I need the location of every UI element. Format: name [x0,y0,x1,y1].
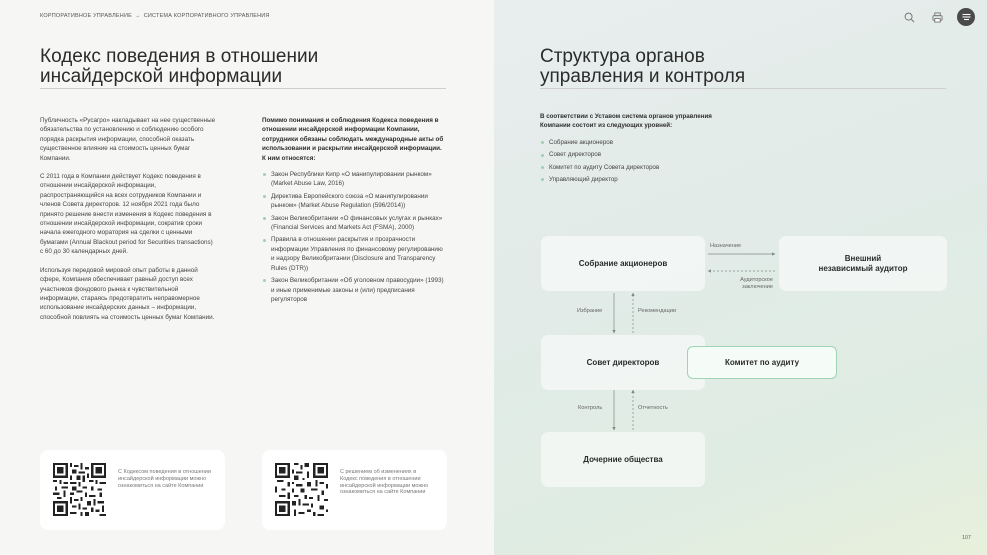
governance-intro-text: В соответствии с Уставом система органов управления Компании состоит из следующих уровней: [540,113,712,130]
node-label: Внешний независимый аудитор [818,253,908,273]
list-item: Управляющий директор [540,175,740,184]
label-control: Контроль [578,405,603,411]
node-label: Дочерние общества [583,454,663,464]
node-board [541,335,705,390]
label-election: Избрание [577,308,603,314]
breadcrumb-arrow-icon: → [134,13,141,19]
breadcrumb-level2[interactable]: СИСТЕМА КОРПОРАТИВНОГО УПРАВЛЕНИЯ [143,13,270,19]
qr-card-changes[interactable] [262,450,447,530]
left-column-1 [40,116,216,331]
node-audit-committee [687,346,837,379]
node-label: Комитет по аудиту [724,357,800,367]
node-subsidiaries [541,432,705,487]
label-appointment: Назначение [710,243,742,249]
list-item: Совет директоров [540,150,740,159]
acts-list [262,170,446,304]
list-item: Закон Великобритании «Об уголовном правосудии» (1993) и иные применимые законы и (или) предписания регуляторов [262,276,446,304]
left-title-line1: Кодекс поведения в отношении [40,46,319,67]
right-page [494,0,987,555]
list-item: Правила в отношении раскрытия и прозрачности информации Управления по финансовому регулированию и надзору Великобритании (Disclosure and Transparency Rules (DTR)) [262,235,446,273]
node-shareholders [541,236,705,291]
right-title-line2: управления и контроля [540,66,746,87]
paragraph: Используя передовой мировой опыт работы в данной сфере, Компания обеспечивает равный доступ всех участников фондового рынка к чувствительной информации, стараясь предотвратить неправомерное использование инсайдерских данных – информации, способной повлиять на стоимость ценных бумаг Компании. [40,266,215,321]
node-label: Собрание акционеров [578,258,668,268]
page-number: 107 [961,535,971,541]
breadcrumb [40,13,270,19]
acts-intro: Помимо понимания и соблюдения Кодекса поведения в отношении инсайдерской информации Компании, сотрудники обязаны соблюдать международные акты об использовании и раскрытии инсайдерской информации. К ним относятся: [262,117,444,162]
qr-code-icon[interactable] [53,463,106,516]
qr-caption: С решением об изменениях в Кодекс поведения в отношении инсайдерской информации можно ознакомиться на сайте Компании [340,469,429,496]
left-title-divider [40,88,446,89]
list-item: Закон Республики Кипр «О манипулировании рынком» (Market Abuse Law, 2016) [262,170,446,189]
label-recommendations: Рекомендации [638,308,677,314]
qr-card-code[interactable] [40,450,225,530]
label-audit-opinion: Аудиторское заключение [740,277,773,290]
breadcrumb-level1[interactable]: КОРПОРАТИВНОЕ УПРАВЛЕНИЕ [40,13,132,19]
left-title-line2: инсайдерской информации [40,66,283,87]
list-item: Закон Великобритании «О финансовых услугах и рынках» (Financial Services and Markets Act (FSMA), 2000) [262,214,446,233]
qr-caption: С Кодексом поведения в отношении инсайдерской информации можно ознакомиться на сайте Компании [118,469,211,489]
left-page-title [40,47,318,87]
list-item: Комитет по аудиту Совета директоров [540,163,740,172]
label-reporting: Отчетность [638,405,668,411]
node-external-auditor [779,236,947,291]
left-column-2 [262,116,446,307]
right-title-line1: Структура органов [540,46,705,67]
paragraph: С 2011 года в Компании действует Кодекс поведения в отношении инсайдерской информации, распространяющийся на всех сотрудников Компании и членов Совета директоров. 12 ноября 2021 года было принято решение внести изменения в Кодекс поведения в отношении инсайдерской информации, сократив сроки начала ежегодного моратория на сделки с ценными бумагами (Annual Blackout period for Securities transactions) с 60 до 30 календарных дней. [40,173,213,256]
paragraph: Публичность «Русагро» накладывает на нее существенные обязательства по установлению и соблюдению особого порядка раскрытия информации, способной оказать существенное влияние на стоимость ценных бумаг Компании. [40,117,216,162]
list-item: Директива Европейского союза «О манипулировании рынком» (Market Abuse Regulation (596/2014)) [262,192,446,211]
qr-code-icon[interactable] [275,463,328,516]
list-item: Собрание акционеров [540,138,740,147]
node-label: Совет директоров [586,357,660,367]
